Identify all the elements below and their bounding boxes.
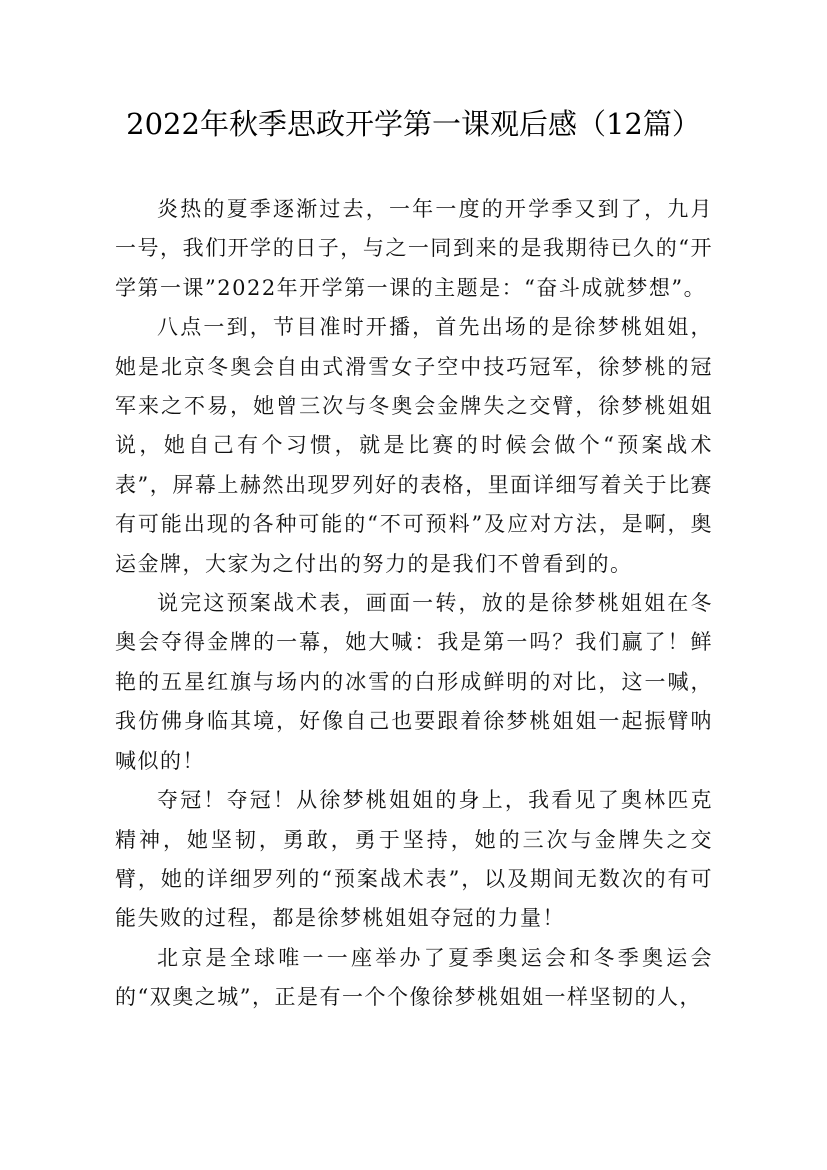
paragraph-2: 八点一到，节目准时开播，首先出场的是徐梦桃姐姐，她是北京冬奥会自由式滑雪女子空中技巧冠军，徐梦桃的冠军来之不易，她曾三次与冬奥会金牌失之交臂，徐梦桃姐姐说，她自己有个习惯，就是比赛的时候会做个“预案战术表”，屏幕上赫然出现罗列好的表格，里面详细写着关于比赛有可能出现的各种可能的“不可预料”及应对方法，是啊，奥运金牌，大家为之付出的努力的是我们不曾看到的。 (115, 315, 713, 576)
paragraph-3: 说完这预案战术表，画面一转，放的是徐梦桃姐姐在冬奥会夺得金牌的一幕，她大喊：我是第一吗？我们赢了！鲜艳的五星红旗与场内的冰雪的白形成鲜明的对比，这一喊，我仿佛身临其境，好像自己也要跟着徐梦桃姐姐一起振臂呐喊似的！ (115, 591, 713, 773)
paragraph-4: 夺冠！夺冠！从徐梦桃姐姐的身上，我看见了奥林匹克精神，她坚韧，勇敢，勇于坚持，她的三次与金牌失之交臂，她的详细罗列的“预案战术表”，以及期间无数次的有可能失败的过程，都是徐梦桃姐姐夺冠的力量！ (115, 788, 713, 931)
document-title: 2022年秋季思政开学第一课观后感（12篇） (126, 107, 701, 141)
paragraph-1: 炎热的夏季逐渐过去，一年一度的开学季又到了，九月一号，我们开学的日子，与之一同到来的是我期待已久的“开学第一课”2022年开学第一课的主题是：“奋斗成就梦想”。 (115, 197, 713, 300)
paragraph-5: 北京是全球唯一一座举办了夏季奥运会和冬季奥运会的“双奥之城”，正是有一个个像徐梦桃姐姐一样坚韧的人， (115, 945, 713, 1010)
document-body (115, 190, 713, 1018)
